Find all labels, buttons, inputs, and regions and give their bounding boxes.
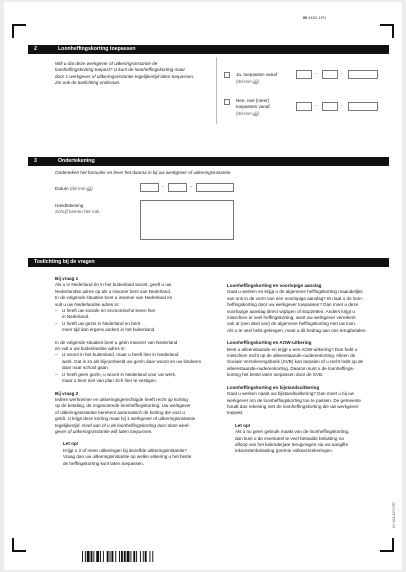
barcode-bar (82, 551, 83, 562)
date-yes-month-field[interactable] (322, 70, 338, 79)
barcode-bar (124, 551, 126, 562)
barcode-bar (121, 551, 123, 562)
signature-field[interactable] (140, 200, 234, 240)
signature-date-month-field[interactable] (168, 183, 187, 192)
signature-date-year-field[interactable] (196, 183, 234, 192)
list-item: – U heeft geen gezin, u woont in Nederland voor uw werk, maar u bent niet van plan zich hier te vestigen. (55, 372, 220, 385)
barcode-bar (140, 551, 141, 562)
barcode-bar (91, 551, 93, 562)
registration-mark (12, 538, 26, 552)
barcode-bar (110, 551, 111, 562)
column-separator (216, 57, 217, 124)
barcode-bar (96, 551, 99, 562)
date-no-year-field[interactable] (348, 102, 378, 111)
barcode-bar (103, 551, 104, 562)
signature-date-day-field[interactable] (140, 183, 159, 192)
registration-mark (380, 538, 394, 552)
explanation-left-column: Bij vraag 1 Als u in Nederland én in het buitenland woont, geeft u uw Nederlandse adres op als u inwoner bent van Nederland. In de volgende situaties bent u inwoner van Nederland en vult u uw Nederlandse adres in: – U heeft uw sociale en economische leven hier in Nederland. – U heeft uw gezin in Nederland en bent meer tijd dan ergens anders in het buitenland. In de volgende situaties bent u géén inwoner van Nederland en vult u uw buitenlandse adres in: – U woont in het buitenland, maar u heeft hier in Nederland werk. Dat is zo als bijvoorbeeld uw gezin daar woont en uw kinderen daar naar school gaan. – U heeft geen gezin, u woont in Nederland voor uw werk, maar u bent niet van plan zich hier te vestigen. Bij vraag 2 Iedere werknemer en uitkeringsgerechtigde heeft recht op korting op de betaling, de zogenoemde loonheffingskorting. Uw werkgever of uitkeringsinstantie berekent automatisch de korting die voor u geldt. U krijgt deze korting maar bij 1 werkgever of uitkeringsinstantie tegelijkertijd. Geef aan of u de loonheffingskorting door deze werk- gever of uitkeringsinstantie wilt laten toepassen. Let op! Krijgt u 2 of meer uitkeringen bij dezelfde uitkeringsinstantie? Vraag dan uw uitkeringsinstantie op welke uitkering u het beste de heffingskorting kunt laten toepassen. (55, 276, 220, 467)
barcode-bar (133, 551, 135, 562)
date-no-day-field[interactable] (296, 102, 312, 111)
date-label: Datum (dd-mm-jjjj) (55, 186, 93, 191)
section-number: 3 (34, 158, 37, 164)
barcode-bar (119, 551, 120, 562)
registration-mark (380, 24, 394, 38)
checkbox-yes[interactable] (224, 72, 230, 78)
signature-label: Handtekening Schrijf binnen het vak. (55, 203, 101, 215)
date-hint: (dd-mm-jjjj) (236, 111, 259, 116)
section-title: Toelichting bij de vragen (34, 259, 95, 265)
barcode-bar (111, 551, 113, 562)
barcode-bar (149, 551, 150, 562)
barcode-bar (85, 551, 86, 562)
section-3-header (28, 157, 389, 166)
date-no-month-field[interactable] (322, 102, 338, 111)
section-title: Loonheffingskorting toepassen (58, 46, 136, 52)
form-page: IB 449Z-1FD 2 Loonheffingskorting toepassen Wilt u dat deze werkgever of uitkeringsinstantie de loonheffingskorting toepast? U kunt de loonheffingskorting maar door 1 werkgever of uitkeringsinstantie tegelijkertijd laten toepassen. Zie ook de toelichting onderaan. Ja, toepassen vanaf (dd-mm-jjjj) - - Nee, niet (meer) toepassen vanaf (dd-mm-jjjj) - - 3 Ondertekening Onderteken het formulier en lever het daarna in bij uw werkgever of uitkeringsinstantie. Datum (dd-mm-jjjj) - - Handtekening Schrijf binnen het vak. Toelichting bij de vragen Bij vraag 1 Als u in Nederland én in het buitenland woont, geeft u uw Nederlandse adres op als u inwoner bent van Nederland. In de volgende situaties bent u inwoner van Nederland en vult u uw Nederlandse adres in: – U heeft uw sociale en economische leven hier in Nederland. – U heeft uw gezin in Nederland en bent meer tijd dan ergens anders in het buitenland. In de volgende situaties bent u géén inwoner van Nederland en vult u uw buitenlandse adres in: – U woont in het buitenland, maar u heeft hier in Nederland werk. Dat is zo als bijvoorbeeld uw gezin daar woont en uw kinderen daar naar school gaan. – U heeft geen gezin, u woont in Nederland voor uw werk, maar u bent niet van plan zich hier te vestigen. Bij vraag 2 Iedere werknemer en uitkeringsgerechtigde heeft recht op korting op de betaling, de zogenoemde loonheffingskorting. Uw werkgever of uitkeringsinstantie berekent automatisch de korting die voor u geldt. U krijgt deze korting maar bij 1 werkgever of uitkeringsinstantie tegelijkertijd. Geef aan of u de loonheffingskorting door deze werk- gever of uitkeringsinstantie wilt laten toepassen. Let op! Krijgt u 2 of meer uitkeringen bij dezelfde uitkeringsinstantie? Vraag dan uw uitkeringsinstantie op welke uitkering u het beste de heffingskorting kunt laten toepassen. Loonheffingskorting en voorlopige aanslag Gaat u werken en krijgt u de algemene heffingskorting maandelijks van ons in de vorm van een voorlopige aanslag? En laat u de loon- heffingskorting door uw werkgever toepassen? Dan moet u deze voorlopige aanslag direct wijzigen of stopzetten. Anders krijgt u misschien te veel heffingskorting, want uw werkgever verrekent ook al (een deel van) de algemene heffingskorting met uw loon. Als u te veel hebt gekregen, moet u dit bedrag aan ons terugbetalen. Loonheffingskorting en AOW-uitkering Bent u alleenstaande en krijgt u een AOW-uitkering? Dan hebt u misschien recht op de alleenstaande-ouderenkorting. Alleen de Sociale Verzekeringsbank (SVB) kan bepalen of u recht hebt op de alleenstaande-ouderenkorting. Daarom kunt u de loonheffings- korting het beste laten toepassen door de SVB. Loonheffingskorting en bijstandsuitkering Gaat u werken naast uw bijstandsuitkering? Dan moet u bij uw werkgever om de loonheffingskorting toe te passen. De gemeente houdt dan rekening met de loonheffingskorting die uw werkgever toepast. Let op! Als u nu geen gebruik maakt van de loonheffingskorting, dan kunt u de eventueel te veel betaalde belasting na afloop van het kalenderjaar terugvragen via uw aangifte inkomstenbelasting (premie volksverzekeringen. LH 046 1Z*2 FD (4, 2, 402, 570)
section-2-question: Wilt u dat deze werkgever of uitkeringsinstantie de loonheffingskorting toepast? U kunt de loonheffingskorting maar door 1 werkgever of uitkeringsinstantie tegelijkertijd laten toepassen. Zie ook de toelichting onderaan. (55, 61, 195, 86)
barcode-bar (143, 551, 144, 562)
barcode-bar (136, 551, 137, 562)
side-form-code: LH 046 1Z*2 FD (392, 502, 396, 528)
registration-mark (12, 24, 26, 38)
option-yes-label: Ja, toepassen vanaf (236, 72, 278, 77)
explanation-header (28, 258, 389, 267)
barcode-bar (87, 551, 90, 562)
list-item: – U woont in het buitenland, maar u heeft hier in Nederland werk. Dat is zo als bijvoorbeeld uw gezin daar woont en uw kinderen daar naar school gaan. (55, 352, 220, 371)
date-yes-year-field[interactable] (348, 70, 378, 79)
barcode-bar (127, 551, 130, 562)
barcode-bar (107, 551, 109, 562)
section-number: 2 (34, 46, 37, 52)
option-no-label: Nee, niet (meer) toepassen vanaf (236, 98, 270, 110)
section-title: Ondertekening (58, 158, 95, 164)
barcode-bar (145, 551, 147, 562)
explanation-right-column: Loonheffingskorting en voorlopige aanslag Gaat u werken en krijgt u de algemene heffingskorting maandelijks van ons in de vorm van een voorlopige aanslag? En laat u de loon- heffingskorting door uw werkgever toepassen? Dan moet u deze voorlopige aanslag direct wijzigen of stopzetten. Anders krijgt u misschien te veel heffingskorting, want uw werkgever verrekent ook al (een deel van) de algemene heffingskorting met uw loon. Als u te veel hebt gekregen, moet u dit bedrag aan ons terugbetalen. Loonheffingskorting en AOW-uitkering Bent u alleenstaande en krijgt u een AOW-uitkering? Dan hebt u misschien recht op de alleenstaande-ouderenkorting. Alleen de Sociale Verzekeringsbank (SVB) kan bepalen of u recht hebt op de alleenstaande-ouderenkorting. Daarom kunt u de loonheffings- korting het beste laten toepassen door de SVB. Loonheffingskorting en bijstandsuitkering Gaat u werken naast uw bijstandsuitkering? Dan moet u bij uw werkgever om de loonheffingskorting toe te passen. De gemeente houdt dan rekening met de loonheffingskorting die uw werkgever toepast. Let op! Als u nu geen gebruik maakt van de loonheffingskorting, dan kunt u de eventueel te veel betaalde belasting na afloop van het kalenderjaar terugvragen via uw aangifte inkomstenbelasting (premie volksverzekeringen. (227, 283, 367, 454)
barcode (82, 551, 183, 562)
list-item: – U heeft uw gezin in Nederland en bent meer tijd dan ergens anders in het buitenland. (55, 321, 220, 334)
barcode-bar (93, 551, 94, 562)
section-2-header (28, 45, 389, 54)
date-hint: (dd-mm-jjjj) (236, 79, 259, 84)
barcode-bar (152, 551, 153, 562)
section-3-instruction: Onderteken het formulier en lever het daarna in bij uw werkgever of uitkeringsinstantie. (55, 170, 232, 175)
checkbox-no[interactable] (224, 99, 230, 105)
barcode-bar (130, 551, 131, 562)
date-yes-day-field[interactable] (296, 70, 312, 79)
form-code: IB 449Z-1FD (303, 15, 327, 20)
barcode-bar (100, 551, 101, 562)
barcode-bar (115, 551, 116, 562)
list-item: – U heeft uw sociale en economische leven hier in Nederland. (55, 308, 220, 321)
